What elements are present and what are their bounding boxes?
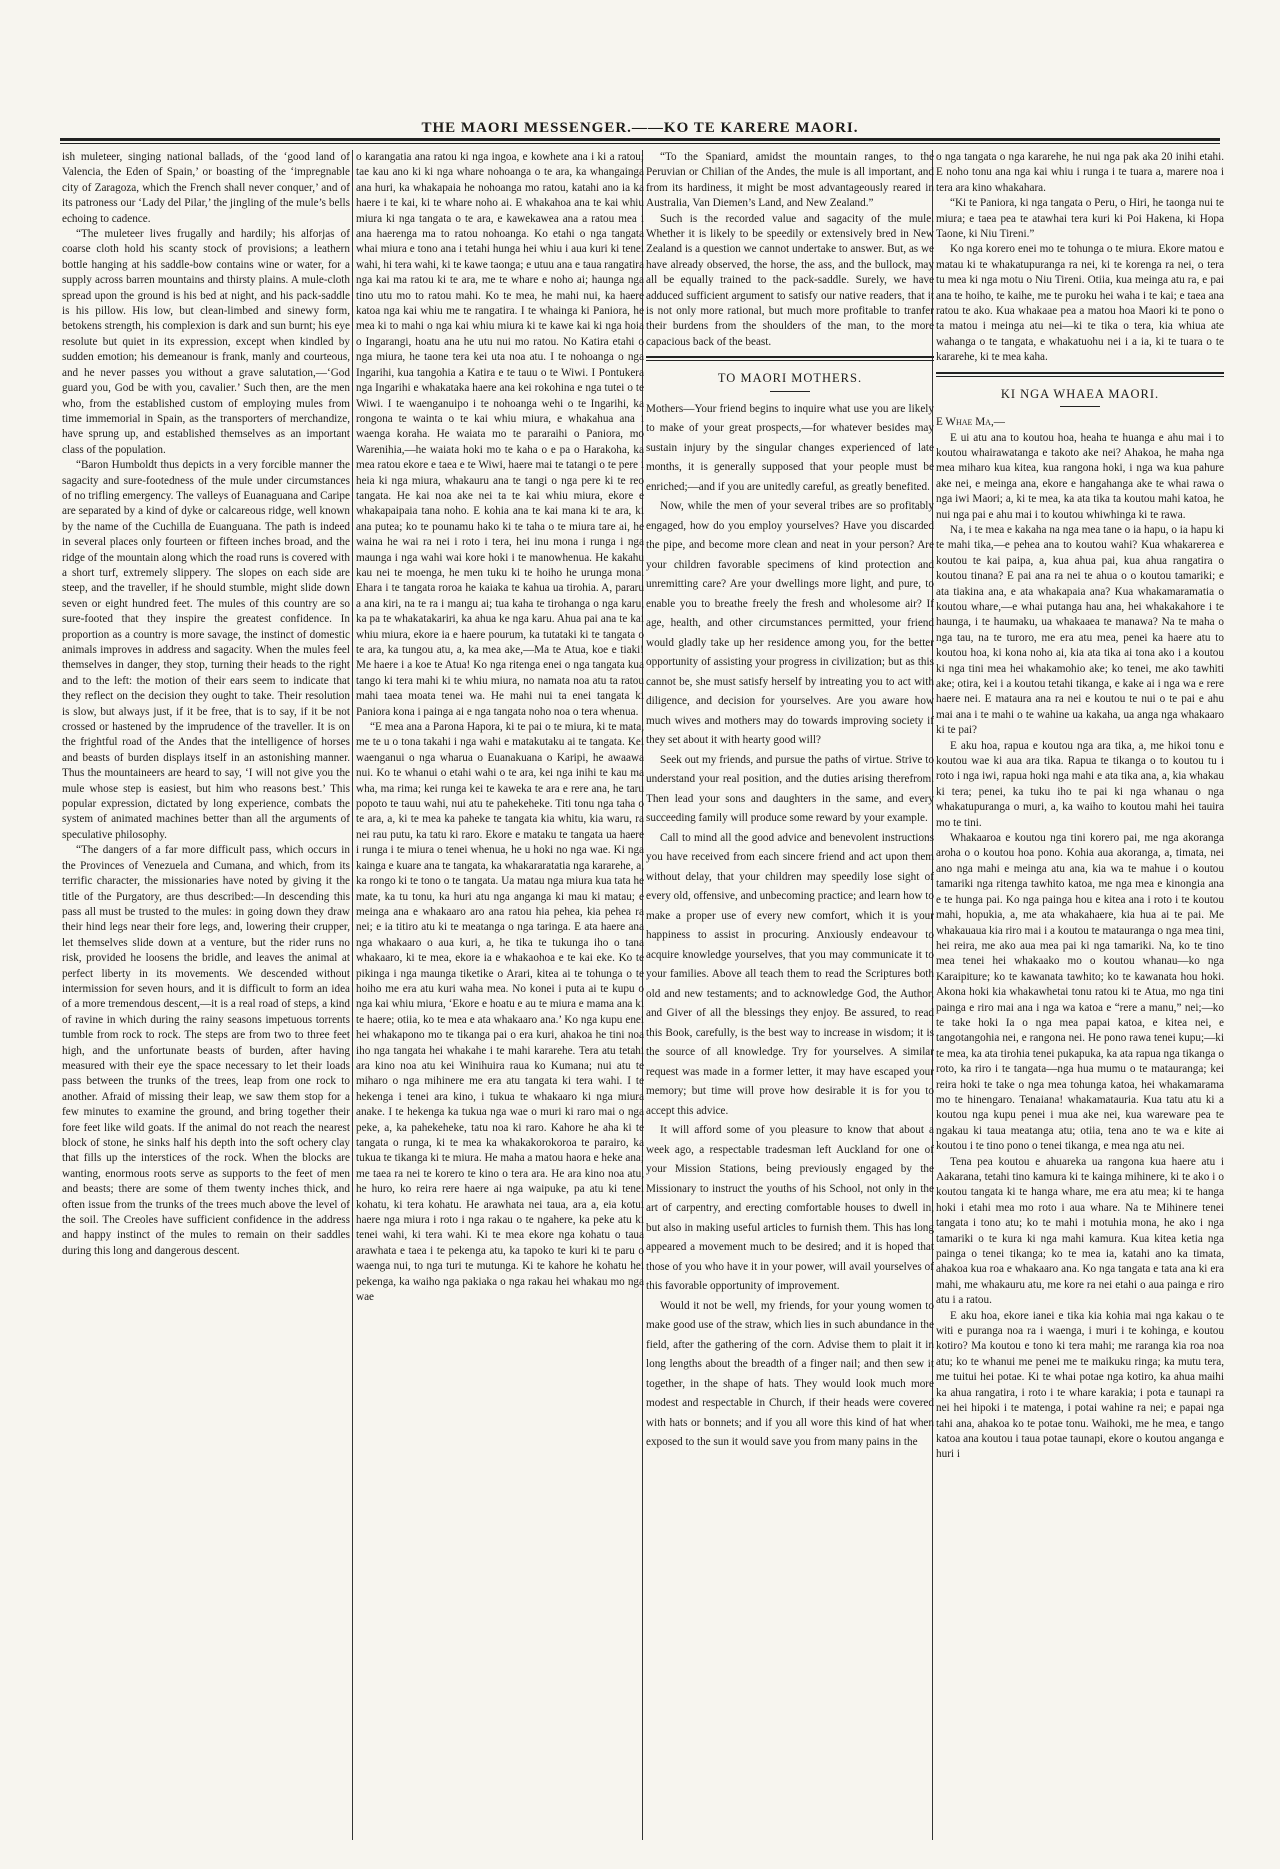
paragraph: Now, while the men of your several tribes are so profitably engaged, how do you employ yourselves? Have you discarded the pipe, and become more clean and neat in your person? Are your children favorable specimens of kind protection and unremitting care? Are your dwellings more light, and pure, to enable you to breathe freely the fresh and wholesome air? If age, health, and other circumstances permitted, your friend would gladly take up her residence among you, for the better opportunity of assisting your progress in civilization; but as this cannot be, she must satisfy herself by intreating you to act with diligence, and decision for yourselves. Are you aware how much wives and mothers may do towards improving society if they set about it with hearty good will? — [646, 500, 934, 747]
salutation: E Whae Ma,— — [936, 416, 1005, 429]
paragraph: Ko nga korero enei mo te tohunga o te miura. Ekore matou e matau ki te whakatupuranga ra nei, ki te korenga ra nei, o tera tu mea ki nga motu o Niu Tireni. Otiia, kua meinga atu ra, e pai ana te hoiho, te kaihe, me te puroku hei waha i te kai; e taea ana ratou te ako. Kua whakaae pea a matou hoa Maori ki te pono o ta matou i meinga atu nei—ki te tika o tera, kia whiua ate wahanga o te tangata, e whakatuohu nei i a ia, ki te tuara o te kararehe, ki te mea kaha. — [936, 243, 1224, 364]
section-heading: KI NGA WHAEA MAORI. — [1000, 386, 1160, 401]
column-2 — [356, 150, 644, 1840]
section-heading: TO MAORI MOTHERS. — [717, 371, 863, 386]
paragraph: “To the Spaniard, amidst the mountain ranges, to the Peruvian or Chilian of the Andes, the mule is all important, and from its hardiness, it might be most advantageously reared in Australia, Van Diemen’s Land, and New Zealand.” — [646, 151, 934, 210]
masthead-rule-thin — [60, 143, 1220, 144]
paragraph: o nga tangata o nga kararehe, he nui nga pak aka 20 inihi etahi. E noho tonu ana nga kai whiu i runga i te tuara a, marere noa i tera ara kino whakahara. — [936, 151, 1224, 194]
paragraph: E aku hoa, rapua e koutou nga ara tika, a, me hikoi tonu e koutou wae ki aua ara tika. Rapua te tikanga o to koutou tu i roto i nga iwi, rapua hoki nga mahi e ata tika ana, a, kia whakau ki tera; penei, ka tuku iho te pai ki nga whanau o nga whakatupuranga o muri, a, ka waiho to koutou mahi hei tauira mo te tini. — [936, 739, 1224, 829]
section-rule-thin — [646, 360, 934, 361]
paragraph: Tena pea koutou e ahuareka ua rangona kua haere atu i Aakarana, tetahi tino kamura ki te kainga mihinere, ki te ako i o koutou tangata ki te hanga whare, me era atu mea; ki te hanga hoki i etahi mea mo roto i aua whare. Na te Mihinere tenei tangata i tono atu; ko te mahi i motuhia mona, he ako i nga tamariki o te kura ki nga mahi kamura. Kua kitea ketia nga painga o tenei tikanga; ko te mea ia, katahi ano ka timata, ahakoa kua roa e whakaaro ana. Ko nga tangata e tata ana ki era mahi, me whakauru atu, me kore ra nei etahi o aua painga e riro atu i a ratou. — [936, 1155, 1224, 1307]
column-divider — [352, 150, 353, 1840]
paragraph: E ui atu ana to koutou hoa, heaha te huanga e ahu mai i to koutou whairawatanga e takoto ake nei? Ahakoa, he maha nga mea miharo kua kitea, kua rangona hoki, i nga wa kua pahure ake nei, e meinga ana, ekore e hangahanga ake te whai rawa o nga iwi Maori; a, ki te mea, ka ata tika ta koutou mahi katoa, he nui nga pai e ahu mai i to koutou whiwhinga ki te rawa. — [936, 431, 1224, 521]
paragraph: “The muleteer lives frugally and hardily; his alforjas of coarse cloth hold his scanty stock of provisions; a leathern bottle hanging at his saddle-bow contains wine or water, for a supply across barren mountains and thirsty plains. A mule-cloth spread upon the ground is his bed at night, and his pack-saddle is his pillow. His low, but clean-limbed and sinewy form, betokens strength, his complexion is dark and sun burnt; his eye resolute but quiet in its expression, except when kindled by sudden emotion; his demeanour is frank, manly and courteous, and he never passes you without a grave salutation,—‘God guard you, God be with you, cavalier.’ Such then, are the men who, from the established custom of employing mules from time immemorial in Spain, as the transporters of merchandize, have sprung up, and established themselves as an important class of the population. — [62, 228, 350, 456]
letter-body — [646, 400, 934, 1453]
paragraph: E aku hoa, ekore ianei e tika kia kohia mai nga kakau o te witi e puranga noa ra i waenga, i muri i te kohinga, e koutou kotiro? Ma koutou e tono ki tera mahi; me raranga kia roa noa atu; ko te whanui me penei me te maikuku ringa; ka mutu tera, me tuitui hei potae. Ki te whai potae nga kotiro, ka ahua maihi ka ahua rangatira, i roto i te whare karakia; i pota e taunapi ra nei hei hipoki i te matenga, i potai wahine ra nei; e papai nga tahi ana, ahakoa ko te potae tonu. Waihoki, me he mea, e tango katoa ana koutou i taua potae taunapi, ekore o koutou anganga e huri i — [936, 1309, 1224, 1461]
paragraph: Would it not be well, my friends, for your young women to make good use of the straw, which lies in such abundance in the field, after the gathering of the corn. Advise them to plait it in long lengths about the breadth of a finger nail; and then sew it together, in the shape of hats. They would look much more modest and respectable in Church, if their heads were covered with hats or bonnets; and if you all wore this kind of hat when exposed to the sun it would save you from many pains in the — [646, 1299, 934, 1449]
paragraph: “The dangers of a far more difficult pass, which occurs in the Provinces of Venezuela and Cumana, and which, from its terrific character, the missionaries have noted by giving it the title of the Purgatory, are thus described:—In descending this pass all must be trusted to the mules: in going down they draw their hind legs near their fore legs, and, lowering their crupper, let themselves slide down at a venture, but the rider runs no risk, provided he loosens the bridle, and leaves the animal at perfect liberty in its movements. We descended without intermission for seven hours, and it is difficult to form an idea of a more tremendous descent,—it is a real road of steps, a kind of ravine in which during the rainy seasons impetuous torrents tumble from rock to rock. The steps are from two to three feet high, and the unfortunate beasts of burden, after having measured with their eye the space necessary to let their loads pass between the trunks of the trees, leap from one rock to another. Afraid of missing their leap, we saw them stop for a few minutes to examine the ground, and bring together their fore feet like wild goats. If the animal do not reach the nearest block of stone, he sinks half his depth into the soft ochery clay that fills up the interstices of the rock. When the blocks are wanting, enormous roots serve as supports to the feet of men and beasts; there are some of them twenty inches thick, and often issue from the trunks of the trees much above the level of the soil. The Creoles have sufficient confidence in the address and happy instinct of the mules to remain on their saddles during this long and dangerous descent. — [62, 844, 350, 1257]
section-rule — [936, 372, 1224, 374]
paragraph: It will afford some of you pleasure to know that about a week ago, a respectable tradesman left Auckland for one of your Mission Stations, being previously engaged by the Missionary to instruct the youths of his School, not only in the art of carpentry, and erecting comfortable houses to dwell in, but also in making useful articles to furnish them. This has long appeared a movement much to be desired; and it is hoped that those of you who have it in your power, will avail yourselves of this favorable opportunity of improvement. — [646, 1124, 934, 1293]
column-3 — [646, 150, 934, 1840]
paragraph: Whakaaroa e koutou nga tini korero pai, me nga akoranga aroha o o koutou hoa pono. Kohia aua akoranga, a, timata, nei ano nga mahi e meinga atu ana, kia wa te mahue i o koutou tamariki nga ritenga tawhito katoa, me nga mea e kinongia ana e te hunga pai. Ko nga painga hou e kitea ana i roto i te koutou mahi, hopukia, a, me ata whakahaere, kia hua ai te pai. Me whakauaua kia riro mai i a koutou te matauranga o nga mea tini, hei reira, me ako aua mea pai ki nga tamariki. Na, ko te tino mea tenei hei whakaako mo o koutou whanau—ko nga Karaipiture; ko te kawanata tawhito; ko te kawanata hou hoki. Akona hoki kia whakawhetai tonu ratou ki te Atua, mo nga tini painga e riro mai ana i nga wa katoa e “rere a manu,” nei;—ko te take hoki Ia o nga mea papai katoa, e kitea nei, e tangotangohia nei, e rangona nei. He pono rawa tenei kupu;—ki te mea, ka ata tirohia tenei pukapuka, ka ata rapua nga tikanga o roto, ka riro i te tangata—nga hua mumu o te matauranga; kei reira hoki te take o nga mea tohunga katoa, hei whakamarama mo te hinengaro. Tenaiana! whakamatauria. Kua tatu atu ki a koutou nga kupu penei i mua ake nei, kua wareware pea te ngakau ki taua meatanga atu; otiia, tena ano te wa e kite ai koutou i te tino pono o tenei tikanga, e mea nga atu nei. — [936, 832, 1224, 1153]
column-1 — [62, 150, 350, 1840]
paragraph: “Ki te Paniora, ki nga tangata o Peru, o Hiri, he taonga nui te miura; e taea pea te atawhai tera kuri ki Poi Hakena, ki Hopa Taone, ki Niu Tireni.” — [936, 197, 1224, 241]
section-rule — [646, 356, 934, 358]
paragraph: “Baron Humboldt thus depicts in a very forcible manner the sagacity and sure-footedness of the mule under circumstances of no trifling emergency. The valleys of Euanaguana and Caripe are separated by a kind of dyke or calcareous ridge, well known by the name of the Cuchilla de Euanguana. The path is indeed in several places only fourteen or fifteen inches broad, and the ridge of the mountain along which the road runs is covered with a short turf, extremely slippery. The slopes on each side are steep, and the traveller, if he should stumble, might slide down seven or eight hundred feet. The mules of this country are so sure-footed that they inspire the greatest confidence. In proportion as a country is more savage, the instinct of domestic animals improves in address and sagacity. When the mules feel themselves in danger, they stop, turning their heads to the right and to the left: the motion of their ears seem to indicate that they reflect on the decision they ought to take. Their resolution is slow, but always just, if it be free, that is to say, if it be not crossed or hastened by the imprudence of the traveller. It is on the frightful road of the Andes that the intelligence of horses and beasts of burden displays itself in an astonishing manner. Thus the mountaineers are heard to say, ‘I will not give you the mule whose step is easiest, but him who reasons best.’ This popular expression, dictated by long experience, combats the system of animated machines better than all the arguments of speculative philosophy. — [62, 459, 350, 841]
paragraph: Na, i te mea e kakaha na nga mea tane o ia hapu, o ia hapu ki te mahi tika,—e pehea ana to koutou wahi? Kua whakarerea e koutou te kai paipa, a, kua ahua pai, kua ahua rangatira o koutou tinana? E pai ana ra nei te ahua o o koutou tamariki; e ata tiakina ana, e ata whakapaia ana? Kua whakamaramatia o koutou whare,—e whai putanga hau ana, hei whakakahore i te haunga, i te haumaku, ua whakaaea te manawa? Na te maha o nga tau, na te turoro, me era atu mea, penei ka haere atu to koutou hoa, ki kona noho ai, kia ata tika ai tona ako i a koutou ki nga tini mea hei whakamohio ake; ko tenei, me ako tawhiti ake; otira, kei i a koutou tetahi tikanga, e kake ai i nga wa e rere haere nei. E mataura ana ra nei e koutou te nui o te pai e ahu mai ana i te mahi o te wahine ua kakaha, ua anga nga whakaaro ki te pai? — [936, 523, 1224, 737]
paragraph: Seek out my friends, and pursue the paths of virtue. Strive to understand your real position, and the duties arising therefrom. Then lead your sons and daughters in the same, and every succeeding family will produce some reward by your example. — [646, 753, 934, 825]
section-rule-thin — [936, 376, 1224, 377]
paragraph: Such is the recorded value and sagacity of the mule. Whether it is likely to be speedily or extensively bred in New Zealand is a question we cannot undertake to answer. But, as we have already observed, the horse, the ass, and the bullock, may all be equally trained to the pack-saddle. Surely, we have adduced sufficient argument to satisfy our native readers, that it is not only more rational, but much more profitable to tranfer their burdens from the shoulders of the man, to the more capacious back of the beast. — [646, 212, 934, 348]
heading-underline — [770, 391, 810, 392]
masthead-rule — [60, 138, 1220, 141]
paragraph: o karangatia ana ratou ki nga ingoa, e kowhete ana i ki a ratou; tae kau ano ki ki nga whare nohoanga o te ara, ka whangainga ana huri, ka whakapaia he nohoanga mo ratou, katahi ano ia ka haere i te kai, ki te whare noho ai. E whakahoa ana te kai whiu miura ki nga tangata o te ara, e kawekawea ana a ratou mea i ana haerenga ma to ratou nohoanga. Ko etahi o nga tangata whai miura e tono ana i tetahi hunga hei whiu i aua kuri ki tenei wahi, hi tera wahi, ki te kawe taonga; e utuu ana e taua rangatira nga kai ma ratou ki te ara, me te whare e noho ai; haunga nga tino utu mo to ratou mahi. Ko te mea, he mahi nui, ka haere katoa nga kai whiu me te rangatira. I te whainga ki Paniora, he mea ki to mahi o nga kai whiu miura ki te kawe kai ki nga hoia o Ingarangi, hoatu ana he utu nui mo ratou. No Katira etahi o nga miura, he taone tera kei uta noa atu. I te nohoanga o nga Ingarihi, kua tangohia a Katira e te tauu o te Wiwi. I Pontukera nga Ingarihi e whakataka haere ana kei rokohina e nga tutei o te Wiwi. I te waenganuipo i te nohoanga wehi o te Ingarihi, ka rongona te wainta o te kai whiu miura, e whakahua ana i waenga koraha. He waiata mo te pararaihi o Paniora, mo Warenihia,—he waiata hoki mo te kaha o e pa o Harakoha, ka mea ratou ekore e taea e te Wiwi, haere mai te tatangi o te pere i heia ki nga miura, whakauru ana te tangi o nga pere ki te reo tangata. He kai noa ake nei ta te kai whiu miura, ekore e whakapaipaia tana noho. E kohia ana te kai mana ki te ara, ki ana putea; ko te pounamu hako ki te taha o te miura tare ai, he waina he wai ra nei i roto i tera, hei inu mona i runga i nga maunga i nga wahi wai kore hoki i te manowhenua. He kakahu kau nei te moenga, he men tuku ki te hoiho he urunga mona. Ehara i te tangata roroa he kaiaka te kahua ua tirohia. A, pararu a ana kiri, na te ra i mangu ai; tua kaha te tirohanga o nga karu, ka pa te whakatakariri, ka ahua ke nga karu. Ahua pai ana te kai whiu miura, ekore ia e haere pourum, ka tutataki ki te tangata o te ara, ka tungou atu, a, ka mea ake,—Ma te Atua, koe e tiaki! Me haere i a koe te Atua! Ko nga ritenga enei o nga tangata kua tango ki tera mahi ki te whiu miura, no namata noa atu ta ratou mahi taea moata tenei wa. He mahi nui ta enei tangata ki Paniora kona i painga ai e nga tangata noho noa o tera whenua. — [356, 151, 644, 718]
column-4 — [936, 150, 1224, 1840]
paragraph: Call to mind all the good advice and benevolent instructions you have received from each sincere friend and act upon them without delay, that your children may speedily lose sight of every old, offensive, and unbecoming practice; and learn how to make a proper use of every new comfort, which it is your happiness to assist in procuring. Anxiously endeavour to acquire knowledge yourselves, that you may communicate it to your families. Above all teach them to read the Scriptures both old and new testaments; and to acknowledge God, the Author, and Giver of all the blessings they enjoy. Be assured, to read this Book, carefully, is the best way to increase in wisdom; it is the source of all knowledge. Try for yourselves. A similar request was made in a former letter, it may have escaped your memory; but time will prove how desirable it is for you to accept this advice. — [646, 831, 934, 1117]
paragraph: “E mea ana a Parona Hapora, ki te pai o te miura, ki te mata, me te u o tona takahi i nga wahi e matakutaku ai te tangata. Kei waenganui o nga wharua o Euanakuana o Karipi, he awaawa nui. Ko te whanui o etahi wahi o te ara, kei nga inihi te kau ma wha, ma rima; kei runga kei te kaweka te ara e rere ana, he taru popoto te tauu wahi, nui atu te pahekeheke. Titi tonu nga taha o te ara, a, ki te mea ka paheke te tangata kia whitu, kia waru, ra nei rau putu, ka tatu ki raro. Ekore e mataku te tangata ua haere i runga i te miura o tenei whenua, he u hoki no nga wae. Ki nga kainga e kuare ana te tangata, ka whakararatatia nga kararehe, a, ka rongo ki te tono o te tangata. Ua matau nga miura kua tata he mate, ka tu tonu, ka huri atu nga anganga ki mau ki matau; e meinga ana e whakaaro aro ana ratou hia pehea, kia pehea ra nei; e ia titiro atu ki te meatanga o nga taringa. E ata haere ana nga whakaaro o aua kuri, a, he tika te tukunga iho o tana whakaaro, ki te mea, ekore ia e whakaohoa e te kai eke. Ko te pikinga i nga maunga tiketike o Arari, kitea ai te tohunga o te hoiho me era atu kuri waha mea. No konei i puta ai te kupu o nga kai whiu miura, ‘Ekore e hoatu e au te miura e mama ana ki te haere; otiia, ko te mea e ata whakaaro ana.’ Ko nga kupu enei hei whakapono mo te tikanga pai o era kuri, ahakoa he tini noa iho nga tangata hei whakahe i te mahi kararehe. Tera atu tetahi ara kino noa atu kei Winihuira raua ko Kumana; nui atu te miharo o nga mihinere me era atu tangata ki tera wahi. I te hekenga i tenei ara kino, i tukua te whakaaro ki nga miura anake. I te hekenga ka tukua nga wae o muri ki raro mai o nga peke, a, ka pahekeheke, tatu noa ki raro. Kahore he aha ki te tangata o runga, ki te mea ka whakakorokoroa te parairo, ka tukua te tikanga ki te miura. He maha a matou haora e heke ana; me taea ra nei te korero te kino o tera ara. He ara kino noa atu, he huro, ko reira rere haere ai nga waipuke, pa atu ki tenei kohatu, ki tera kohatu. He arawhata nei taua, ara a, eia kotui haere nga miura i roto i nga rakau o te ngahere, ka peke atu ki tenei wahi, ki tera wahi. Ki te mea ekore nga kohatu o taua arawhata e taea i te pekenga atu, ka tapoko te kuri ki te paru o waenga nui, to nga turi te mutunga. Ki te kahore he kohatu hei pekenga, ka waiho nga pakiaka o nga rakau hei whakau mo nga wae — [356, 721, 644, 1304]
heading-underline — [1060, 406, 1100, 407]
masthead-title: THE MAORI MESSENGER.——KO TE KARERE MAORI. — [421, 120, 859, 136]
paragraph: Mothers—Your friend begins to inquire what use you are likely to make of your great prospects,—for whatever besides may sustain injury by the singular changes experienced of late months, it is generally supposed that your people must be enriched;—and if you are unitedly careful, as greatly benefited. — [646, 402, 934, 493]
paragraph: ish muleteer, singing national ballads, of the ‘good land of Valencia, the Eden of Spain,’ or boasting of the ‘impregnable city of Zaragoza, which the French shall never conquer,’ and of its patroness our ‘Lady del Pilar,’ the jingling of the mule’s bells echoing to cadence. — [62, 151, 350, 225]
